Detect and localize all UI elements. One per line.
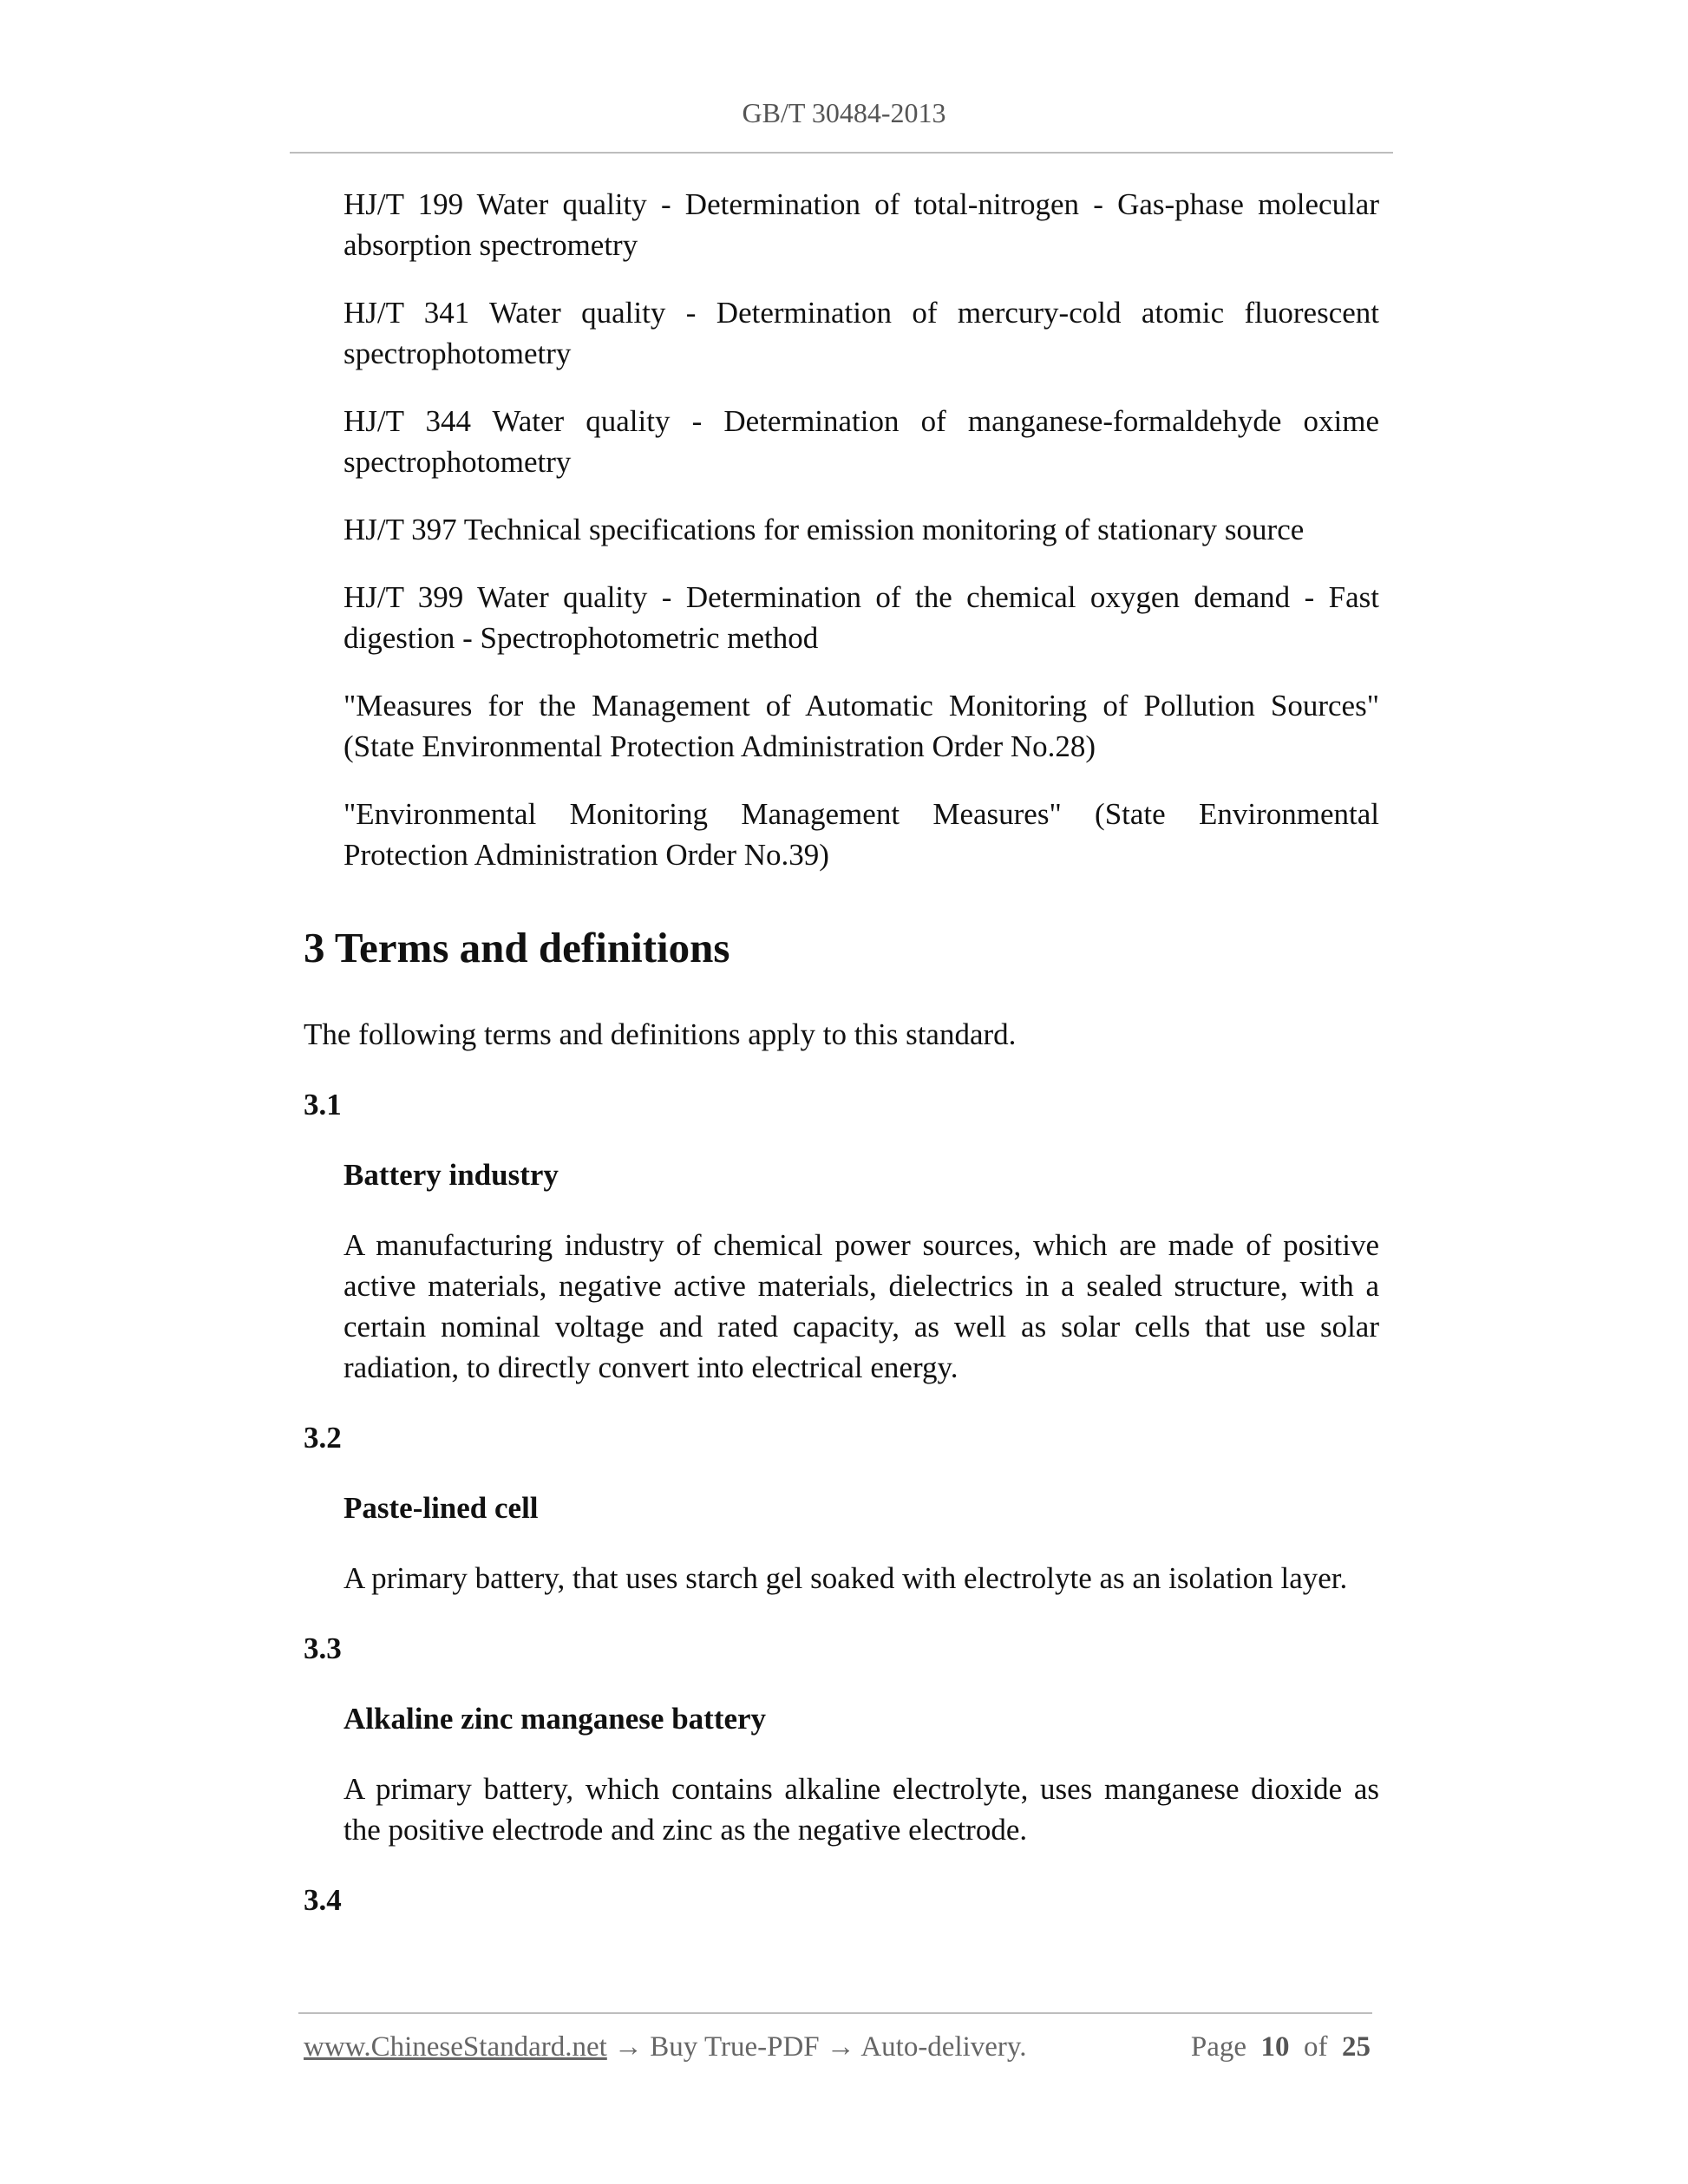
term-title: Alkaline zinc manganese battery <box>343 1702 767 1736</box>
term-definition: A primary battery, which contains alkaline electrolyte, uses manganese dioxide as the positive electrode and zinc as the negative electrode. <box>343 1772 1379 1847</box>
reference-item: HJ/T 199 Water quality - Determination of total-nitrogen - Gas-phase molecular absorption spectrometry <box>343 187 1379 262</box>
page-counter <box>1191 2031 1371 2063</box>
auto-delivery-text: Auto-delivery. <box>860 2031 1027 2063</box>
term-number: 3.4 <box>304 1883 342 1917</box>
buy-pdf-text: Buy True-PDF <box>650 2031 820 2063</box>
term-entry <box>304 1417 1379 1599</box>
arrow-right-icon: → <box>826 2031 855 2063</box>
website-link[interactable]: www.ChineseStandard.net <box>304 2031 607 2063</box>
term-entry <box>304 1880 1379 1920</box>
section-heading: 3 Terms and definitions <box>304 924 730 971</box>
reference-item: HJ/T 399 Water quality - Determination of the chemical oxygen demand - Fast digestion - Spectrophotometric method <box>343 580 1379 655</box>
of-label: of <box>1304 2031 1328 2063</box>
term-number: 3.1 <box>304 1088 342 1121</box>
footer-divider <box>298 2012 1372 2014</box>
reference-item: HJ/T 397 Technical specifications for emission monitoring of stationary source <box>343 513 1305 546</box>
term-definition: A primary battery, that uses starch gel soaked with electrolyte as an isolation layer. <box>343 1561 1348 1595</box>
arrow-right-icon: → <box>614 2031 644 2063</box>
page-header-title: GB/T 30484-2013 <box>742 97 946 128</box>
reference-item: HJ/T 341 Water quality - Determination of mercury-cold atomic fluorescent spectrophotometry <box>343 296 1379 370</box>
section-intro: The following terms and definitions apply to this standard. <box>304 1017 1017 1051</box>
term-definition: A manufacturing industry of chemical power sources, which are made of positive active materials, negative active materials, dielectrics in a sealed structure, with a certain nominal voltage and rated capacity, as well as solar cells that use solar radiation, to directly convert into electrical energy. <box>343 1228 1379 1384</box>
term-number: 3.3 <box>304 1631 342 1665</box>
term-entry <box>304 1628 1379 1850</box>
term-number: 3.2 <box>304 1421 342 1455</box>
page-label: Page <box>1190 2031 1246 2063</box>
term-entry <box>304 1084 1379 1388</box>
document-body <box>304 184 1379 1950</box>
total-pages-number: 25 <box>1342 2031 1371 2063</box>
term-title: Battery industry <box>343 1158 559 1192</box>
current-page-number: 10 <box>1260 2031 1290 2063</box>
term-title: Paste-lined cell <box>343 1491 539 1525</box>
reference-item: "Measures for the Management of Automatic Monitoring of Pollution Sources" (State Environmental Protection Administration Order No.28) <box>343 689 1379 763</box>
footer-promo <box>304 2031 1027 2063</box>
header-divider <box>290 152 1393 154</box>
reference-item: HJ/T 344 Water quality - Determination of manganese-formaldehyde oxime spectrophotometry <box>343 404 1379 479</box>
reference-item: "Environmental Monitoring Management Measures" (State Environmental Protection Administration Order No.39) <box>343 797 1379 872</box>
